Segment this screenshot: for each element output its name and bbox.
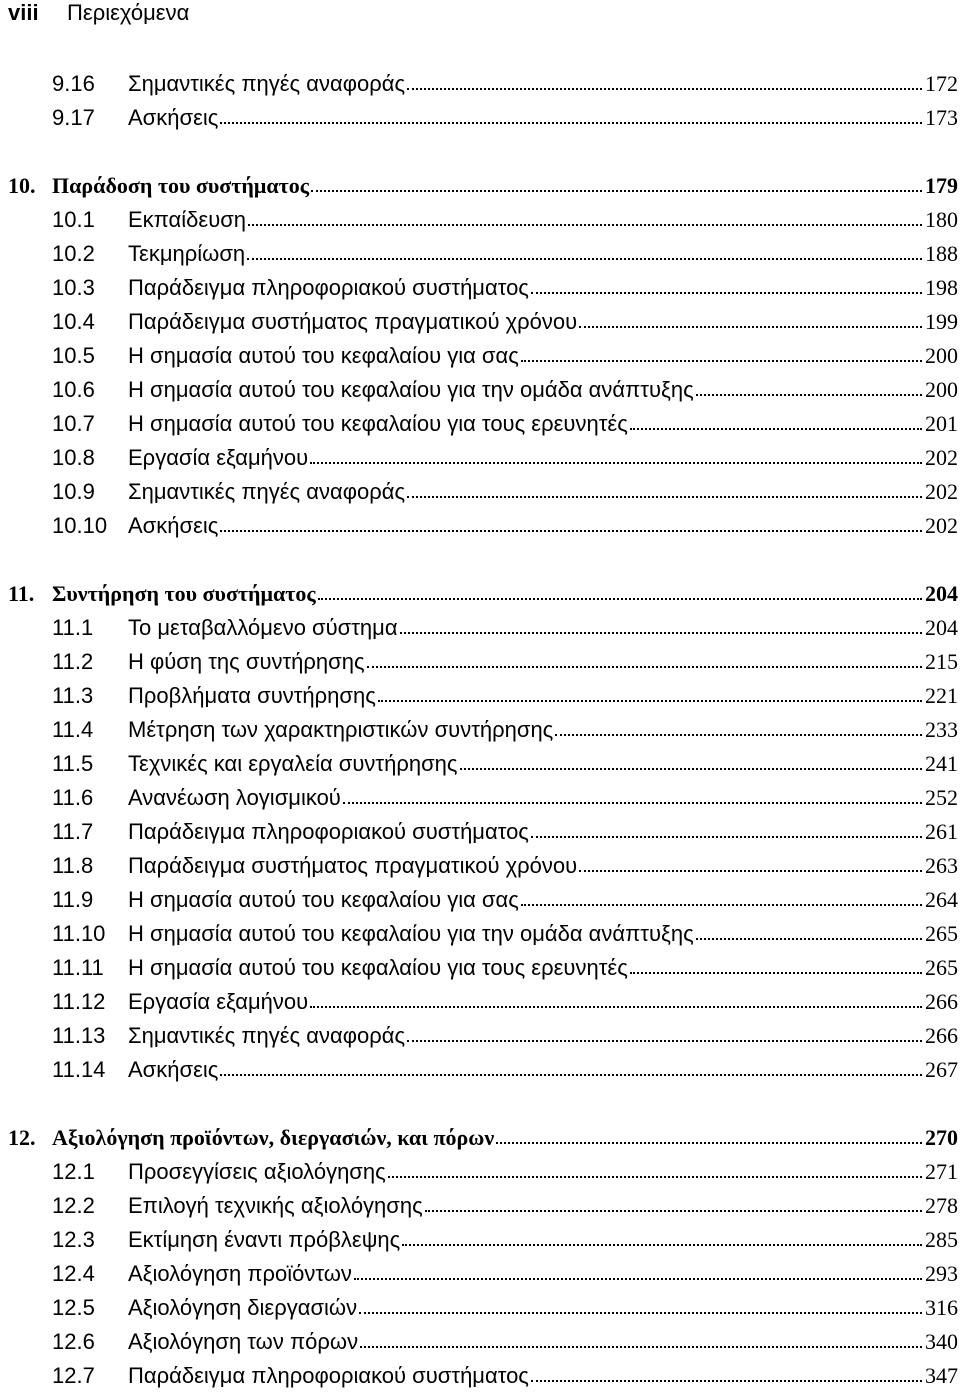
toc-entry-row[interactable] xyxy=(0,510,960,542)
toc-entry-title: Συντήρηση του συστήματος xyxy=(52,581,316,606)
toc-entry-number: 11.8 xyxy=(52,853,94,878)
toc-entry-title: Μέτρηση των χαρακτηριστικών συντήρησης xyxy=(128,717,554,742)
toc-entry-title: Η σημασία αυτού του κεφαλαίου για σας xyxy=(128,887,519,912)
toc-entry-page: 266 xyxy=(925,1023,958,1048)
page-number: viii xyxy=(8,0,39,25)
toc-entry-page: 179 xyxy=(925,173,958,198)
toc-entry-page: 267 xyxy=(925,1057,958,1082)
toc-entry-number: 12.1 xyxy=(52,1159,95,1184)
toc-entry-number: 10. xyxy=(8,173,36,198)
toc-entry-page: 215 xyxy=(925,649,958,674)
toc-entry-title: Ανανέωση λογισμικού xyxy=(128,785,341,810)
dot-leader xyxy=(359,1312,922,1314)
toc-entry-page: 198 xyxy=(925,275,958,300)
toc-entry-page: 200 xyxy=(925,343,958,368)
dot-leader xyxy=(496,1142,922,1144)
toc-entry-number: 10.1 xyxy=(52,207,95,232)
toc-entry-row[interactable] xyxy=(0,952,960,984)
toc-entry-number: 11.14 xyxy=(52,1057,106,1082)
toc-entry-page: 172 xyxy=(925,71,958,96)
toc-entry-row[interactable] xyxy=(0,782,960,814)
toc-entry-title: Σημαντικές πηγές αναφοράς xyxy=(128,71,406,96)
toc-entry-title: Παράδειγμα πληροφοριακού συστήματος xyxy=(128,275,529,300)
toc-entry-row[interactable] xyxy=(0,1360,960,1392)
toc-entry-title: Παράδειγμα συστήματος πραγματικού χρόνου xyxy=(128,309,578,334)
toc-entry-row[interactable] xyxy=(0,476,960,508)
toc-entry-number: 10.3 xyxy=(52,275,95,300)
toc-entry-row[interactable] xyxy=(0,1156,960,1188)
toc-entry-title: Η φύση της συντήρησης xyxy=(128,649,365,674)
toc-entry-number: 12.5 xyxy=(52,1295,95,1320)
toc-entry-title: Εκτίμηση έναντι πρόβλεψης xyxy=(128,1227,401,1252)
toc-entry-number: 10.6 xyxy=(52,377,95,402)
dot-leader xyxy=(354,1278,922,1280)
toc-entry-title: Σημαντικές πηγές αναφοράς xyxy=(128,1023,406,1048)
toc-chapter-row[interactable] xyxy=(0,170,960,202)
toc-chapter-row[interactable] xyxy=(0,578,960,610)
toc-entry-page: 316 xyxy=(925,1295,958,1320)
running-title: Περιεχόμενα xyxy=(67,0,190,25)
toc-entry-row[interactable] xyxy=(0,1258,960,1290)
dot-leader xyxy=(247,258,922,260)
toc-entry-page: 252 xyxy=(925,785,958,810)
toc-entry-title: Ασκήσεις xyxy=(128,1057,219,1082)
toc-entry-number: 10.10 xyxy=(52,513,108,538)
toc-entry-page: 264 xyxy=(925,887,958,912)
toc-entry-row[interactable] xyxy=(0,442,960,474)
toc-entry-row[interactable] xyxy=(0,374,960,406)
toc-entry-title: Η σημασία αυτού του κεφαλαίου για τους ερευνητές xyxy=(128,955,628,980)
dot-leader xyxy=(407,1040,922,1042)
dot-leader xyxy=(310,1006,922,1008)
toc-entry-number: 11.11 xyxy=(52,955,104,980)
toc-entry-page: 204 xyxy=(925,581,958,606)
toc-entry-number: 12.6 xyxy=(52,1329,95,1354)
dot-leader xyxy=(407,496,922,498)
dot-leader xyxy=(343,802,922,804)
toc-entry-number: 11.12 xyxy=(52,989,106,1014)
dot-leader xyxy=(407,88,922,90)
toc-entry-row[interactable] xyxy=(0,1054,960,1086)
toc-entry-page: 271 xyxy=(925,1159,958,1184)
dot-leader xyxy=(531,1380,922,1382)
toc-chapter-row[interactable] xyxy=(0,1122,960,1154)
toc-entry-row[interactable] xyxy=(0,714,960,746)
toc-entry-page: 266 xyxy=(925,989,958,1014)
toc-entry-page: 200 xyxy=(925,377,958,402)
toc-entry-row[interactable] xyxy=(0,238,960,270)
toc-entry-row[interactable] xyxy=(0,850,960,882)
toc-entry-title: Ασκήσεις xyxy=(128,105,219,130)
toc-entry-page: 173 xyxy=(925,105,958,130)
dot-leader xyxy=(311,190,922,192)
toc-entry-title: Εργασία εξαμήνου xyxy=(128,445,309,470)
toc-entry-number: 10.8 xyxy=(52,445,95,470)
dot-leader xyxy=(220,530,922,532)
toc-entry-number: 10.5 xyxy=(52,343,95,368)
toc-entry-number: 11.10 xyxy=(52,921,106,946)
toc-entry-title: Αξιολόγηση προϊόντων, διεργασιών, και πόρων xyxy=(52,1125,495,1150)
toc-entry-number: 11.9 xyxy=(52,887,94,912)
dot-leader xyxy=(378,700,922,702)
toc-entry-number: 9.17 xyxy=(52,105,95,130)
toc-entry-page: 285 xyxy=(925,1227,958,1252)
toc-entry-title: Αξιολόγηση των πόρων xyxy=(128,1329,359,1354)
toc-entry-page: 201 xyxy=(925,411,958,436)
toc-entry-number: 12.4 xyxy=(52,1261,95,1286)
toc-entry-page: 293 xyxy=(925,1261,958,1286)
dot-leader xyxy=(696,394,922,396)
toc-entry-title: Προσεγγίσεις αξιολόγησης xyxy=(128,1159,386,1184)
toc-entry-row[interactable] xyxy=(0,1020,960,1052)
toc-entry-title: Εκπαίδευση xyxy=(128,207,247,232)
toc-entry-row[interactable] xyxy=(0,646,960,678)
dot-leader xyxy=(579,326,922,328)
toc-entry-number: 10.2 xyxy=(52,241,95,266)
dot-leader xyxy=(400,632,922,634)
toc-entry-row[interactable] xyxy=(0,986,960,1018)
toc-entry-page: 261 xyxy=(925,819,958,844)
toc-entry-page: 202 xyxy=(925,513,958,538)
dot-leader xyxy=(248,224,922,226)
toc-entry-row[interactable] xyxy=(0,1292,960,1324)
toc-entry-page: 278 xyxy=(925,1193,958,1218)
dot-leader xyxy=(521,360,922,362)
dot-leader xyxy=(460,768,922,770)
toc-entry-title: Αξιολόγηση προϊόντων xyxy=(128,1261,352,1286)
toc-entry-title: Προβλήματα συντήρησης xyxy=(128,683,376,708)
toc-entry-row[interactable] xyxy=(0,1326,960,1358)
toc-entry-title: Η σημασία αυτού του κεφαλαίου για την ομάδα ανάπτυξης xyxy=(128,377,694,402)
toc-entry-page: 263 xyxy=(925,853,958,878)
toc-entry-page: 221 xyxy=(925,683,958,708)
toc-entry-page: 265 xyxy=(925,921,958,946)
toc-entry-number: 12.3 xyxy=(52,1227,95,1252)
dot-leader xyxy=(402,1244,922,1246)
toc-entry-number: 11. xyxy=(8,581,35,606)
toc-entry-title: Σημαντικές πηγές αναφοράς xyxy=(128,479,406,504)
toc-entry-page: 340 xyxy=(925,1329,958,1354)
toc-entry-page: 265 xyxy=(925,955,958,980)
toc-entry-number: 11.2 xyxy=(52,649,94,674)
toc-entry-title: Παράδειγμα συστήματος πραγματικού χρόνου xyxy=(128,853,578,878)
toc-entry-page: 204 xyxy=(925,615,958,640)
toc-entry-title: Η σημασία αυτού του κεφαλαίου για τους ερευνητές xyxy=(128,411,628,436)
toc-entry-row[interactable] xyxy=(0,204,960,236)
dot-leader xyxy=(531,836,922,838)
dot-leader xyxy=(521,904,922,906)
dot-leader xyxy=(367,666,922,668)
toc-entry-title: Παράδειγμα πληροφοριακού συστήματος xyxy=(128,1363,529,1388)
toc-entry-row[interactable] xyxy=(0,816,960,848)
toc-entry-number: 11.3 xyxy=(52,683,94,708)
dot-leader xyxy=(388,1176,922,1178)
toc-entry-number: 10.9 xyxy=(52,479,95,504)
toc-entry-row[interactable] xyxy=(0,272,960,304)
toc-entry-title: Τεκμηρίωση xyxy=(128,241,246,266)
dot-leader xyxy=(531,292,922,294)
toc-entry-row[interactable] xyxy=(0,1224,960,1256)
toc-entry-page: 347 xyxy=(925,1363,958,1388)
toc-entry-page: 270 xyxy=(925,1125,958,1150)
dot-leader xyxy=(630,428,922,430)
dot-leader xyxy=(555,734,922,736)
toc-entry-number: 11.4 xyxy=(52,717,94,742)
toc-entry-row[interactable] xyxy=(0,918,960,950)
toc-entry-row[interactable] xyxy=(0,102,960,134)
toc-entry-row[interactable] xyxy=(0,884,960,916)
toc-entry-number: 11.7 xyxy=(52,819,94,844)
toc-entry-number: 9.16 xyxy=(52,71,95,96)
toc-entry-row[interactable] xyxy=(0,68,960,100)
toc-entry-number: 11.5 xyxy=(52,751,94,776)
toc-entry-title: Αξιολόγηση διεργασιών xyxy=(128,1295,358,1320)
toc-entry-row[interactable] xyxy=(0,748,960,780)
dot-leader xyxy=(318,598,922,600)
toc-entry-row[interactable] xyxy=(0,612,960,644)
toc-entry-number: 12.7 xyxy=(52,1363,95,1388)
toc-entry-number: 10.7 xyxy=(52,411,95,436)
dot-leader xyxy=(425,1210,922,1212)
toc-entry-page: 180 xyxy=(925,207,958,232)
toc-entry-page: 202 xyxy=(925,479,958,504)
toc-entry-number: 12. xyxy=(8,1125,36,1150)
dot-leader xyxy=(360,1346,922,1348)
toc-entry-title: Εργασία εξαμήνου xyxy=(128,989,309,1014)
toc-entry-title: Παράδοση του συστήματος xyxy=(52,173,310,198)
toc-entry-number: 11.1 xyxy=(52,615,94,640)
toc-entry-page: 188 xyxy=(925,241,958,266)
toc-entry-number: 11.13 xyxy=(52,1023,106,1048)
toc-entry-page: 199 xyxy=(925,309,958,334)
toc-entry-row[interactable] xyxy=(0,408,960,440)
toc-entry-number: 10.4 xyxy=(52,309,95,334)
toc-entry-page: 233 xyxy=(925,717,958,742)
toc-entry-title: Παράδειγμα πληροφοριακού συστήματος xyxy=(128,819,529,844)
toc-entry-title: Επιλογή τεχνικής αξιολόγησης xyxy=(128,1193,423,1218)
toc-entry-page: 241 xyxy=(925,751,958,776)
dot-leader xyxy=(579,870,922,872)
toc-entry-row[interactable] xyxy=(0,340,960,372)
toc-entry-row[interactable] xyxy=(0,1190,960,1222)
dot-leader xyxy=(220,1074,922,1076)
dot-leader xyxy=(630,972,922,974)
toc-entry-number: 12.2 xyxy=(52,1193,95,1218)
toc-entry-page: 202 xyxy=(925,445,958,470)
toc-entry-title: Το μεταβαλλόμενο σύστημα xyxy=(128,615,398,640)
dot-leader xyxy=(696,938,922,940)
toc-entry-number: 11.6 xyxy=(52,785,94,810)
toc-entry-title: Ασκήσεις xyxy=(128,513,219,538)
toc-entry-title: Η σημασία αυτού του κεφαλαίου για την ομάδα ανάπτυξης xyxy=(128,921,694,946)
toc-entry-row[interactable] xyxy=(0,306,960,338)
toc-entry-title: Η σημασία αυτού του κεφαλαίου για σας xyxy=(128,343,519,368)
toc-entry-row[interactable] xyxy=(0,680,960,712)
toc-entry-title: Τεχνικές και εργαλεία συντήρησης xyxy=(128,751,458,776)
dot-leader xyxy=(220,122,922,124)
dot-leader xyxy=(310,462,922,464)
